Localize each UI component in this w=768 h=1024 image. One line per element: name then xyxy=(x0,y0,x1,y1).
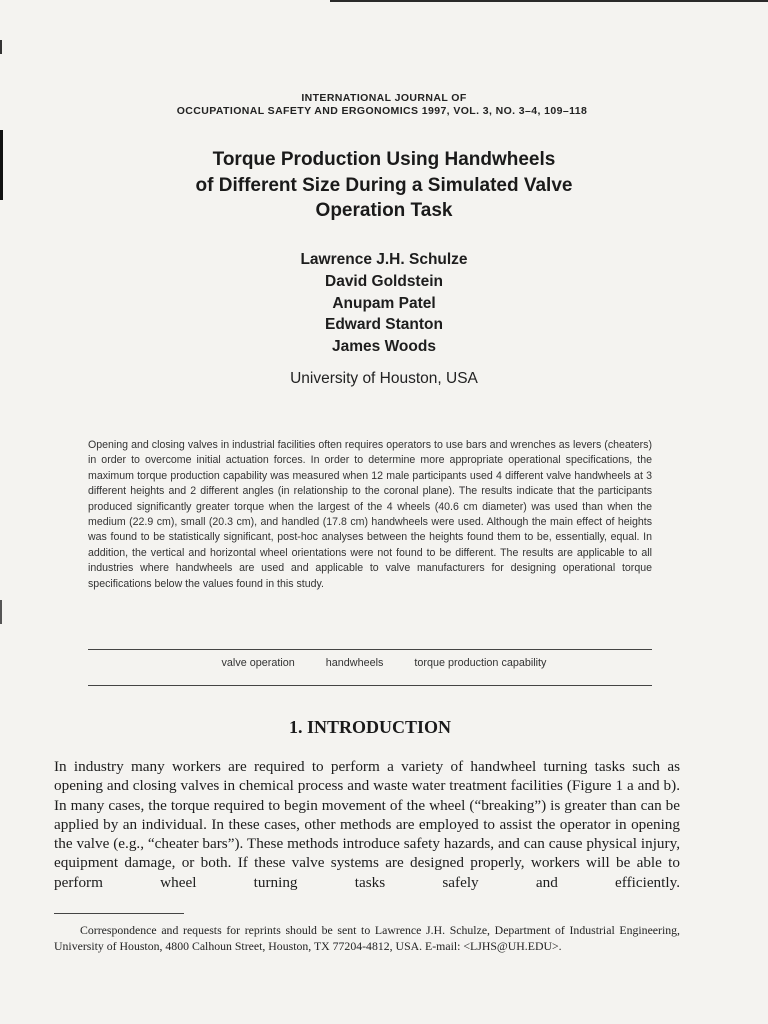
author-name: Anupam Patel xyxy=(332,294,436,312)
author-list xyxy=(0,249,768,358)
scan-mark xyxy=(0,40,2,54)
scan-mark xyxy=(0,600,2,624)
keyword: torque production capability xyxy=(414,657,547,669)
author-name: James Woods xyxy=(332,338,436,356)
title-line: of Different Size During a Simulated Valve xyxy=(195,174,573,196)
scan-edge xyxy=(330,0,768,2)
section-body: In industry many workers are required to perform a variety of handwheel turning tasks such as opening and closing valves in chemical process and waste water treatment facilities (Figure 1 a and b). In many cases, the torque required to begin movement of the wheel (“breaking”) is greater than can be applied by an individual. In these cases, other methods are employed to assist the operator in opening the valve (e.g., “cheater bars”). These methods introduce safety hazards, and can cause physical injury, equipment damage, or both. If these valve systems are designed properly, workers will be able to perform wheel turning tasks safely and efficiently. xyxy=(54,758,680,891)
divider xyxy=(88,685,652,686)
divider xyxy=(88,649,652,650)
author-name: Lawrence J.H. Schulze xyxy=(300,251,468,268)
affiliation: University of Houston, USA xyxy=(290,370,478,387)
journal-citation: OCCUPATIONAL SAFETY AND ERGONOMICS 1997, VOL. 3, NO. 3–4, 109–118 xyxy=(176,105,588,117)
title-line: Operation Task xyxy=(315,200,453,221)
footnote-text: Correspondence and requests for reprints should be sent to Lawrence J.H. Schulze, Department of Industrial Engineering, University of Houston, 4800 Calhoun Street, Houston, TX 77204-4812, USA. E-mail: <LJHS@UH.EDU>. xyxy=(54,923,680,953)
title-line: Torque Production Using Handwheels xyxy=(212,149,556,170)
footnote xyxy=(54,922,680,954)
footnote-divider xyxy=(54,913,184,914)
keywords xyxy=(0,657,768,669)
author-name: Edward Stanton xyxy=(325,316,443,334)
paper-title xyxy=(0,147,768,224)
keyword: valve operation xyxy=(221,657,295,669)
journal-name: INTERNATIONAL JOURNAL OF xyxy=(301,92,467,104)
section-heading: 1. INTRODUCTION xyxy=(288,717,452,737)
abstract: Opening and closing valves in industrial facilities often requires operators to use bars and wrenches as levers (cheaters) in order to overcome initial actuation forces. In order to determine more appropriate operational specifications, the maximum torque production capability was measured when 12 male participants used 4 different valve handwheels at 3 different heights and 2 different angles (in relationship to the coronal plane). The results indicate that the participants produced significantly greater torque when the largest of the 4 wheels (40.6 cm diameter) was used than when the medium (22.9 cm), small (20.3 cm), and handled (17.8 cm) handwheels were used. Although the main effect of heights was found to be statistically significant, post-hoc analyses between the heights found them to be, essentially, equal. In addition, the vertical and horizontal wheel orientations were not found to be different. The results are applicable to all industries where handwheels are used and applicable to valve manufacturers for designing operational torque specifications below the values found in this study. xyxy=(88,439,652,590)
author-name: David Goldstein xyxy=(325,272,443,290)
keyword: handwheels xyxy=(325,657,384,669)
